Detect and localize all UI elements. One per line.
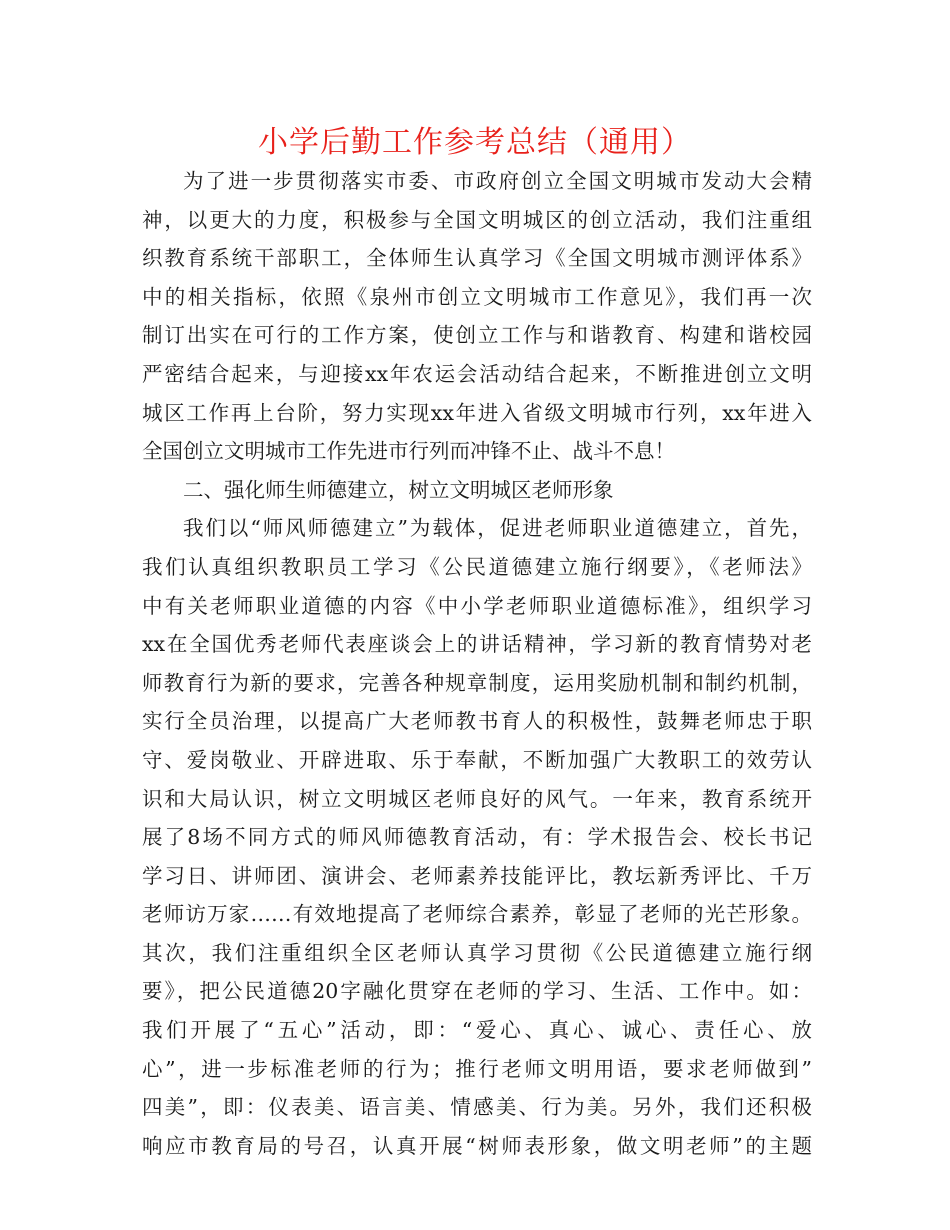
text-line: 中的相关指标，依照《泉州市创立文明城市工作意见》，我们再一次 bbox=[142, 284, 812, 309]
text-line: 学习日、讲师团、演讲会、老师素养技能评比，教坛新秀评比、千万 bbox=[142, 863, 812, 888]
text-line: 神，以更大的力度，积极参与全国文明城区的创立活动，我们注重组 bbox=[142, 207, 812, 232]
text-line: 我们开展了“五心”活动，即：“爱心、真心、诚心、责任心、放 bbox=[142, 1018, 812, 1043]
text-line: 我们认真组织教职员工学习《公民道德建立施行纲要》，《老师法》 bbox=[142, 554, 812, 579]
text-line: 我们以“师风师德建立”为载体，促进老师职业道德建立，首先， bbox=[183, 516, 812, 541]
text-line: 织教育系统干部职工，全体师生认真学习《全国文明城市测评体系》 bbox=[142, 246, 812, 271]
text-line: 守、爱岗敬业、开辟进取、乐于奉献，不断加强广大教职工的效劳认 bbox=[142, 747, 812, 772]
text-line: 严密结合起来，与迎接xx年农运会活动结合起来，不断推进创立文明 bbox=[142, 361, 812, 386]
text-line: 城区工作再上台阶，努力实现xx年进入省级文明城市行列，xx年进入 bbox=[142, 400, 812, 425]
text-line: 中有关老师职业道德的内容《中小学老师职业道德标准》，组织学习 bbox=[142, 593, 812, 618]
text-line: 展了8场不同方式的师风师德教育活动，有：学术报告会、校长书记 bbox=[142, 825, 812, 850]
text-line: 老师访万家……有效地提高了老师综合素养，彰显了老师的光芒形象。 bbox=[142, 902, 812, 927]
document-body bbox=[142, 162, 812, 1165]
text-line: 全国创立文明城市工作先进市行列而冲锋不止、战斗不息！ bbox=[142, 439, 675, 464]
text-line: xx在全国优秀老师代表座谈会上的讲话精神，学习新的教育情势对老 bbox=[142, 632, 812, 657]
text-line: 心”，进一步标准老师的行为；推行老师文明用语，要求老师做到” bbox=[142, 1056, 812, 1081]
text-line: 二、强化师生师德建立，树立文明城区老师形象 bbox=[183, 477, 614, 502]
text-line: 四美”，即：仪表美、语言美、情感美、行为美。另外，我们还积极 bbox=[142, 1095, 812, 1120]
text-line: 要》，把公民道德20字融化贯穿在老师的学习、生活、工作中。如： bbox=[142, 979, 812, 1004]
text-line: 实行全员治理，以提高广大老师教书育人的积极性，鼓舞老师忠于职 bbox=[142, 709, 812, 734]
text-line: 制订出实在可行的工作方案，使创立工作与和谐教育、构建和谐校园 bbox=[142, 323, 812, 348]
text-line: 为了进一步贯彻落实市委、市政府创立全国文明城市发动大会精 bbox=[183, 169, 812, 193]
document-title: 小学后勤工作参考总结（通用） bbox=[258, 125, 692, 160]
text-line: 师教育行为新的要求，完善各种规章制度，运用奖励机制和制约机制， bbox=[142, 670, 812, 695]
text-line: 其次，我们注重组织全区老师认真学习贯彻《公民道德建立施行纲 bbox=[142, 940, 812, 965]
text-line: 识和大局认识，树立文明城区老师良好的风气。一年来，教育系统开 bbox=[142, 786, 812, 811]
text-line: 响应市教育局的号召，认真开展“树师表形象，做文明老师”的主题 bbox=[142, 1133, 812, 1158]
